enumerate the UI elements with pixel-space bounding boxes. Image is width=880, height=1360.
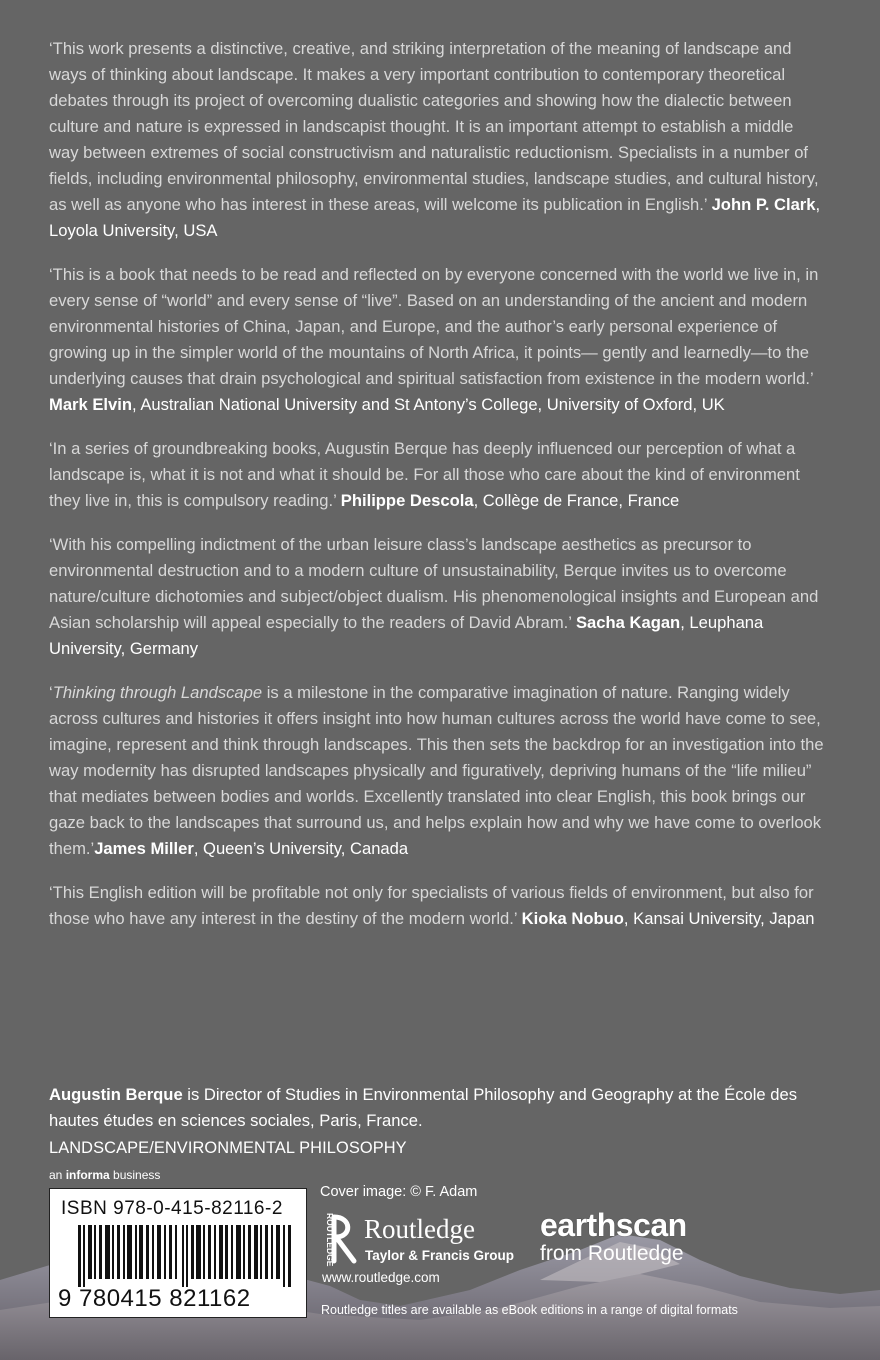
endorsement-kagan: ‘With his compelling indictment of the urban leisure class’s landscape aesthetics as precursor to environmental destruction and to a modern culture of unsustainability, Berque invites us to overcome nature/culture dichotomies and subject/object dualism. His phenomenological insights and European and Asian scholarship will appeal especially to the readers of David Abram.’ Sacha Kagan, Leuphana University, Germany	[49, 535, 819, 658]
svg-text:ROUTLEDGE: ROUTLEDGE	[325, 1213, 335, 1267]
endorser-affiliation: , Queen’s University, Canada	[193, 839, 409, 858]
endorser-affiliation: , Australian National University and St Antony’s College, University of Oxford, UK	[132, 395, 725, 414]
routledge-url: www.routledge.com	[322, 1270, 440, 1285]
endorser-name: James Miller	[94, 839, 194, 858]
isbn-label: ISBN 978-0-415-82116-2	[61, 1198, 283, 1219]
informa-brand: informa	[65, 1168, 110, 1182]
barcode-bars	[78, 1225, 298, 1287]
endorser-affiliation: , Kansai University, Japan	[623, 909, 815, 928]
earthscan-wordmark: earthscan	[540, 1207, 687, 1243]
endorsement-kioka: ‘This English edition will be profitable not only for specialists of various fields of environment, but also for those who have any interest in the destiny of the modern world.’ Kioka Nobuo, Kansai University, Japan	[49, 883, 815, 928]
subject-category: LANDSCAPE/ENVIRONMENTAL PHILOSOPHY	[49, 1139, 407, 1157]
isbn-barcode	[49, 1188, 307, 1318]
barcode-number: 9 780415 821162	[58, 1285, 251, 1312]
endorser-affiliation: , Leuphana University, Germany	[49, 613, 764, 658]
book-title: Thinking through Landscape	[52, 683, 263, 702]
routledge-name: Routledge	[364, 1214, 475, 1244]
endorser-name: Mark Elvin	[49, 395, 133, 414]
ebook-availability-note: Routledge titles are available as eBook editions in a range of digital formats	[321, 1303, 738, 1317]
endorser-affiliation: , Loyola University, USA	[49, 195, 821, 240]
informa-tagline: an informa business	[49, 1168, 161, 1182]
earthscan-tagline: from Routledge	[540, 1242, 684, 1265]
endorser-name: Philippe Descola	[340, 491, 474, 510]
endorser-affiliation: , Collège de France, France	[473, 491, 680, 510]
author-name: Augustin Berque	[49, 1085, 183, 1104]
endorsement-miller: ‘Thinking through Landscape is a milestone in the comparative imagination of nature. Ranging widely across cultures and histories it offers insight into how human cultures across the world have come to see, imagine, represent and think through landscapes. This then sets the backdrop for an investigation into the way modernity has disrupted landscapes physically and figuratively, depriving humans of the “life milieu” that mediates between bodies and worlds. Excellently translated into clear English, this book brings our gaze back to the landscapes that surround us, and helps explain how and why we have come to overlook them.’James Miller, Queen’s University, Canada	[49, 683, 824, 858]
author-bio: Augustin Berque is Director of Studies in Environmental Philosophy and Geography at the École des hautes études en sciences sociales, Paris, France.	[49, 1085, 797, 1130]
endorsement-clark: ‘This work presents a distinctive, creative, and striking interpretation of the meaning of landscape and ways of thinking about landscape. It makes a very important contribution to contemporary theoretical debates through its project of overcoming dualistic categories and showing how the dialectic between culture and nature is expressed in landscapist thought. It is an important attempt to establish a middle way between extremes of social constructivism and naturalistic reductionism. Specialists in a number of fields, including environmental philosophy, environmental studies, landscape studies, and cultural history, as well as anyone who has interest in these areas, will welcome its publication in English.’ John P. Clark, Loyola University, USA	[49, 39, 821, 240]
endorser-name: John P. Clark	[711, 195, 816, 214]
routledge-logo-icon	[318, 1211, 362, 1267]
endorsements	[49, 36, 825, 950]
cover-image-credit: Cover image: © F. Adam	[320, 1184, 478, 1200]
endorsement-descola: ‘In a series of groundbreaking books, Augustin Berque has deeply influenced our perception of what a landscape is, what it is not and what it should be. For all those who care about the kind of environment they live in, this is compulsory reading.’ Philippe Descola, Collège de France, France	[49, 439, 800, 510]
routledge-group: Taylor & Francis Group	[365, 1248, 515, 1263]
endorser-name: Kioka Nobuo	[521, 909, 624, 928]
earthscan-logo	[540, 1209, 687, 1266]
endorsement-elvin: ‘This is a book that needs to be read and reflected on by everyone concerned with the world we live in, in every sense of “world” and every sense of “live”. Based on an understanding of the ancient and modern environmental histories of China, Japan, and Europe, and the author’s early personal experience of growing up in the simpler world of the mountains of North Africa, it points— gently and learnedly—to the underlying causes that drain psychological and spiritual satisfaction from existence in the modern world.’ Mark Elvin, Australian National University and St Antony’s College, University of Oxford, UK	[49, 265, 819, 414]
endorser-name: Sacha Kagan	[575, 613, 681, 632]
